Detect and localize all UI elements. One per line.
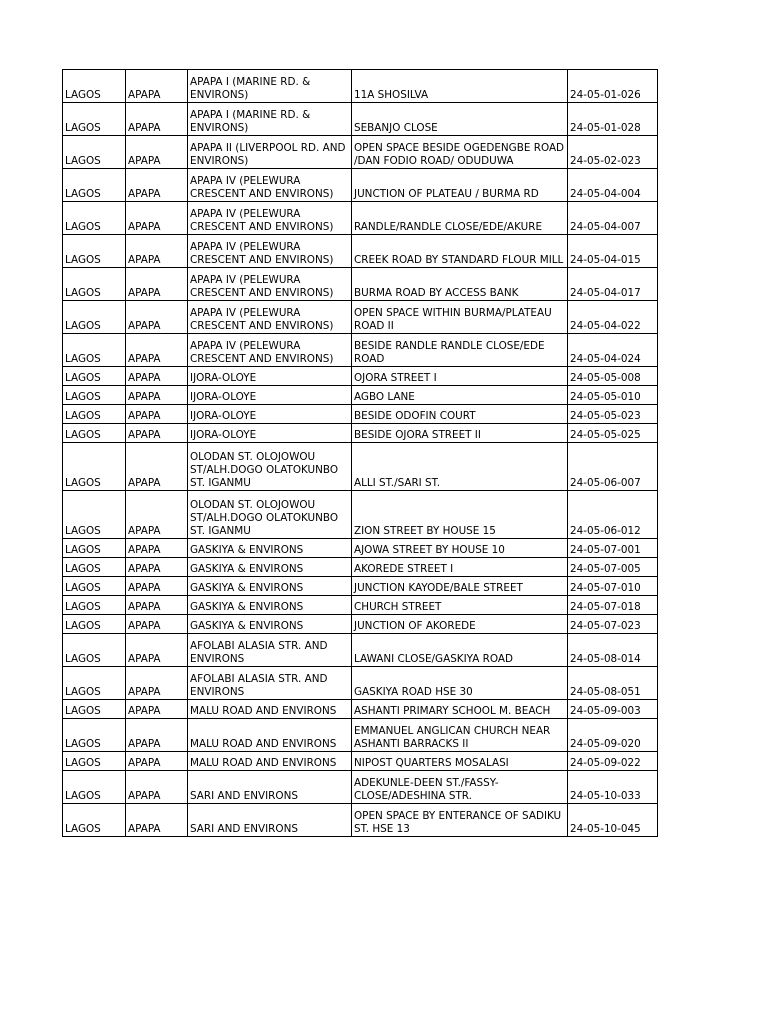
polling-unit-cell: AKOREDE STREET I [352, 558, 568, 577]
code-cell: 24-05-04-024 [568, 334, 658, 367]
table-row [63, 367, 658, 386]
lga-cell: APAPA [126, 700, 188, 719]
table-row [63, 491, 658, 539]
state-cell: LAGOS [63, 136, 126, 169]
ward-cell: APAPA I (MARINE RD. & ENVIRONS) [188, 103, 352, 136]
table-row [63, 771, 658, 804]
table-row [63, 424, 658, 443]
lga-cell: APAPA [126, 752, 188, 771]
polling-unit-cell: BESIDE ODOFIN COURT [352, 405, 568, 424]
ward-cell: GASKIYA & ENVIRONS [188, 577, 352, 596]
lga-cell: APAPA [126, 103, 188, 136]
ward-cell: OLODAN ST. OLOJOWOU ST/ALH.DOGO OLATOKUNBO ST. IGANMU [188, 491, 352, 539]
table-row [63, 386, 658, 405]
polling-unit-cell: ALLI ST./SARI ST. [352, 443, 568, 491]
polling-unit-cell: SEBANJO CLOSE [352, 103, 568, 136]
ward-cell: AFOLABI ALASIA STR. AND ENVIRONS [188, 634, 352, 667]
code-cell: 24-05-07-005 [568, 558, 658, 577]
lga-cell: APAPA [126, 443, 188, 491]
code-cell: 24-05-10-033 [568, 771, 658, 804]
polling-unit-cell: 11A SHOSILVA [352, 70, 568, 103]
lga-cell: APAPA [126, 235, 188, 268]
state-cell: LAGOS [63, 169, 126, 202]
polling-units-table [62, 69, 658, 837]
ward-cell: APAPA I (MARINE RD. & ENVIRONS) [188, 70, 352, 103]
state-cell: LAGOS [63, 235, 126, 268]
table-row [63, 596, 658, 615]
polling-unit-cell: CHURCH STREET [352, 596, 568, 615]
code-cell: 24-05-04-017 [568, 268, 658, 301]
code-cell: 24-05-05-025 [568, 424, 658, 443]
lga-cell: APAPA [126, 539, 188, 558]
ward-cell: AFOLABI ALASIA STR. AND ENVIRONS [188, 667, 352, 700]
lga-cell: APAPA [126, 804, 188, 837]
table-row [63, 103, 658, 136]
state-cell: LAGOS [63, 804, 126, 837]
polling-unit-cell: LAWANI CLOSE/GASKIYA ROAD [352, 634, 568, 667]
ward-cell: IJORA-OLOYE [188, 386, 352, 405]
state-cell: LAGOS [63, 405, 126, 424]
lga-cell: APAPA [126, 577, 188, 596]
lga-cell: APAPA [126, 405, 188, 424]
code-cell: 24-05-09-022 [568, 752, 658, 771]
state-cell: LAGOS [63, 301, 126, 334]
code-cell: 24-05-05-008 [568, 367, 658, 386]
code-cell: 24-05-01-026 [568, 70, 658, 103]
lga-cell: APAPA [126, 169, 188, 202]
table-row [63, 268, 658, 301]
table-row [63, 804, 658, 837]
state-cell: LAGOS [63, 103, 126, 136]
ward-cell: APAPA II (LIVERPOOL RD. AND ENVIRONS) [188, 136, 352, 169]
polling-unit-cell: OPEN SPACE WITHIN BURMA/PLATEAU ROAD II [352, 301, 568, 334]
lga-cell: APAPA [126, 771, 188, 804]
polling-unit-cell: AJOWA STREET BY HOUSE 10 [352, 539, 568, 558]
table-row [63, 235, 658, 268]
polling-unit-cell: JUNCTION OF PLATEAU / BURMA RD [352, 169, 568, 202]
state-cell: LAGOS [63, 771, 126, 804]
ward-cell: APAPA IV (PELEWURA CRESCENT AND ENVIRONS) [188, 169, 352, 202]
code-cell: 24-05-10-045 [568, 804, 658, 837]
lga-cell: APAPA [126, 667, 188, 700]
state-cell: LAGOS [63, 367, 126, 386]
table-row [63, 700, 658, 719]
polling-unit-cell: NIPOST QUARTERS MOSALASI [352, 752, 568, 771]
polling-unit-cell: ADEKUNLE-DEEN ST./FASSY-CLOSE/ADESHINA STR. [352, 771, 568, 804]
ward-cell: APAPA IV (PELEWURA CRESCENT AND ENVIRONS) [188, 268, 352, 301]
code-cell: 24-05-02-023 [568, 136, 658, 169]
code-cell: 24-05-06-012 [568, 491, 658, 539]
table-row [63, 719, 658, 752]
code-cell: 24-05-07-001 [568, 539, 658, 558]
code-cell: 24-05-09-003 [568, 700, 658, 719]
code-cell: 24-05-04-022 [568, 301, 658, 334]
polling-unit-cell: AGBO LANE [352, 386, 568, 405]
polling-unit-cell: BESIDE RANDLE RANDLE CLOSE/EDE ROAD [352, 334, 568, 367]
state-cell: LAGOS [63, 634, 126, 667]
lga-cell: APAPA [126, 634, 188, 667]
ward-cell: GASKIYA & ENVIRONS [188, 615, 352, 634]
state-cell: LAGOS [63, 700, 126, 719]
polling-unit-cell: OPEN SPACE BY ENTERANCE OF SADIKU ST. HSE 13 [352, 804, 568, 837]
table-row [63, 301, 658, 334]
code-cell: 24-05-04-004 [568, 169, 658, 202]
state-cell: LAGOS [63, 443, 126, 491]
ward-cell: SARI AND ENVIRONS [188, 771, 352, 804]
ward-cell: APAPA IV (PELEWURA CRESCENT AND ENVIRONS) [188, 235, 352, 268]
table-row [63, 443, 658, 491]
polling-unit-cell: JUNCTION KAYODE/BALE STREET [352, 577, 568, 596]
state-cell: LAGOS [63, 752, 126, 771]
state-cell: LAGOS [63, 719, 126, 752]
table-row [63, 667, 658, 700]
lga-cell: APAPA [126, 719, 188, 752]
code-cell: 24-05-05-010 [568, 386, 658, 405]
table-row [63, 169, 658, 202]
lga-cell: APAPA [126, 202, 188, 235]
code-cell: 24-05-05-023 [568, 405, 658, 424]
ward-cell: OLODAN ST. OLOJOWOU ST/ALH.DOGO OLATOKUNBO ST. IGANMU [188, 443, 352, 491]
polling-unit-cell: OPEN SPACE BESIDE OGEDENGBE ROAD /DAN FODIO ROAD/ ODUDUWA [352, 136, 568, 169]
code-cell: 24-05-06-007 [568, 443, 658, 491]
ward-cell: GASKIYA & ENVIRONS [188, 558, 352, 577]
table-row [63, 202, 658, 235]
table-row [63, 136, 658, 169]
code-cell: 24-05-08-051 [568, 667, 658, 700]
lga-cell: APAPA [126, 367, 188, 386]
polling-unit-cell: GASKIYA ROAD HSE 30 [352, 667, 568, 700]
state-cell: LAGOS [63, 424, 126, 443]
table-row [63, 577, 658, 596]
state-cell: LAGOS [63, 202, 126, 235]
table-row [63, 405, 658, 424]
state-cell: LAGOS [63, 596, 126, 615]
table-row [63, 634, 658, 667]
lga-cell: APAPA [126, 615, 188, 634]
state-cell: LAGOS [63, 667, 126, 700]
polling-unit-cell: OJORA STREET I [352, 367, 568, 386]
ward-cell: MALU ROAD AND ENVIRONS [188, 700, 352, 719]
polling-unit-cell: RANDLE/RANDLE CLOSE/EDE/AKURE [352, 202, 568, 235]
lga-cell: APAPA [126, 424, 188, 443]
table-row [63, 615, 658, 634]
table-row [63, 752, 658, 771]
polling-unit-cell: JUNCTION OF AKOREDE [352, 615, 568, 634]
ward-cell: GASKIYA & ENVIRONS [188, 539, 352, 558]
state-cell: LAGOS [63, 558, 126, 577]
lga-cell: APAPA [126, 136, 188, 169]
code-cell: 24-05-08-014 [568, 634, 658, 667]
lga-cell: APAPA [126, 596, 188, 615]
lga-cell: APAPA [126, 334, 188, 367]
polling-unit-cell: BESIDE OJORA STREET II [352, 424, 568, 443]
code-cell: 24-05-07-023 [568, 615, 658, 634]
polling-unit-cell: ASHANTI PRIMARY SCHOOL M. BEACH [352, 700, 568, 719]
state-cell: LAGOS [63, 615, 126, 634]
lga-cell: APAPA [126, 491, 188, 539]
lga-cell: APAPA [126, 558, 188, 577]
state-cell: LAGOS [63, 577, 126, 596]
ward-cell: IJORA-OLOYE [188, 405, 352, 424]
state-cell: LAGOS [63, 386, 126, 405]
code-cell: 24-05-04-007 [568, 202, 658, 235]
lga-cell: APAPA [126, 301, 188, 334]
polling-unit-cell: BURMA ROAD BY ACCESS BANK [352, 268, 568, 301]
code-cell: 24-05-07-018 [568, 596, 658, 615]
code-cell: 24-05-01-028 [568, 103, 658, 136]
ward-cell: GASKIYA & ENVIRONS [188, 596, 352, 615]
table-body [63, 70, 658, 837]
state-cell: LAGOS [63, 539, 126, 558]
ward-cell: APAPA IV (PELEWURA CRESCENT AND ENVIRONS) [188, 334, 352, 367]
state-cell: LAGOS [63, 491, 126, 539]
table-row [63, 539, 658, 558]
code-cell: 24-05-04-015 [568, 235, 658, 268]
ward-cell: SARI AND ENVIRONS [188, 804, 352, 837]
polling-unit-cell: CREEK ROAD BY STANDARD FLOUR MILL [352, 235, 568, 268]
ward-cell: APAPA IV (PELEWURA CRESCENT AND ENVIRONS) [188, 202, 352, 235]
code-cell: 24-05-07-010 [568, 577, 658, 596]
state-cell: LAGOS [63, 334, 126, 367]
polling-unit-cell: EMMANUEL ANGLICAN CHURCH NEAR ASHANTI BARRACKS II [352, 719, 568, 752]
table-row [63, 70, 658, 103]
ward-cell: IJORA-OLOYE [188, 367, 352, 386]
ward-cell: IJORA-OLOYE [188, 424, 352, 443]
ward-cell: MALU ROAD AND ENVIRONS [188, 752, 352, 771]
state-cell: LAGOS [63, 268, 126, 301]
state-cell: LAGOS [63, 70, 126, 103]
lga-cell: APAPA [126, 70, 188, 103]
code-cell: 24-05-09-020 [568, 719, 658, 752]
table-row [63, 558, 658, 577]
polling-unit-cell: ZION STREET BY HOUSE 15 [352, 491, 568, 539]
ward-cell: APAPA IV (PELEWURA CRESCENT AND ENVIRONS) [188, 301, 352, 334]
lga-cell: APAPA [126, 268, 188, 301]
table-row [63, 334, 658, 367]
lga-cell: APAPA [126, 386, 188, 405]
ward-cell: MALU ROAD AND ENVIRONS [188, 719, 352, 752]
